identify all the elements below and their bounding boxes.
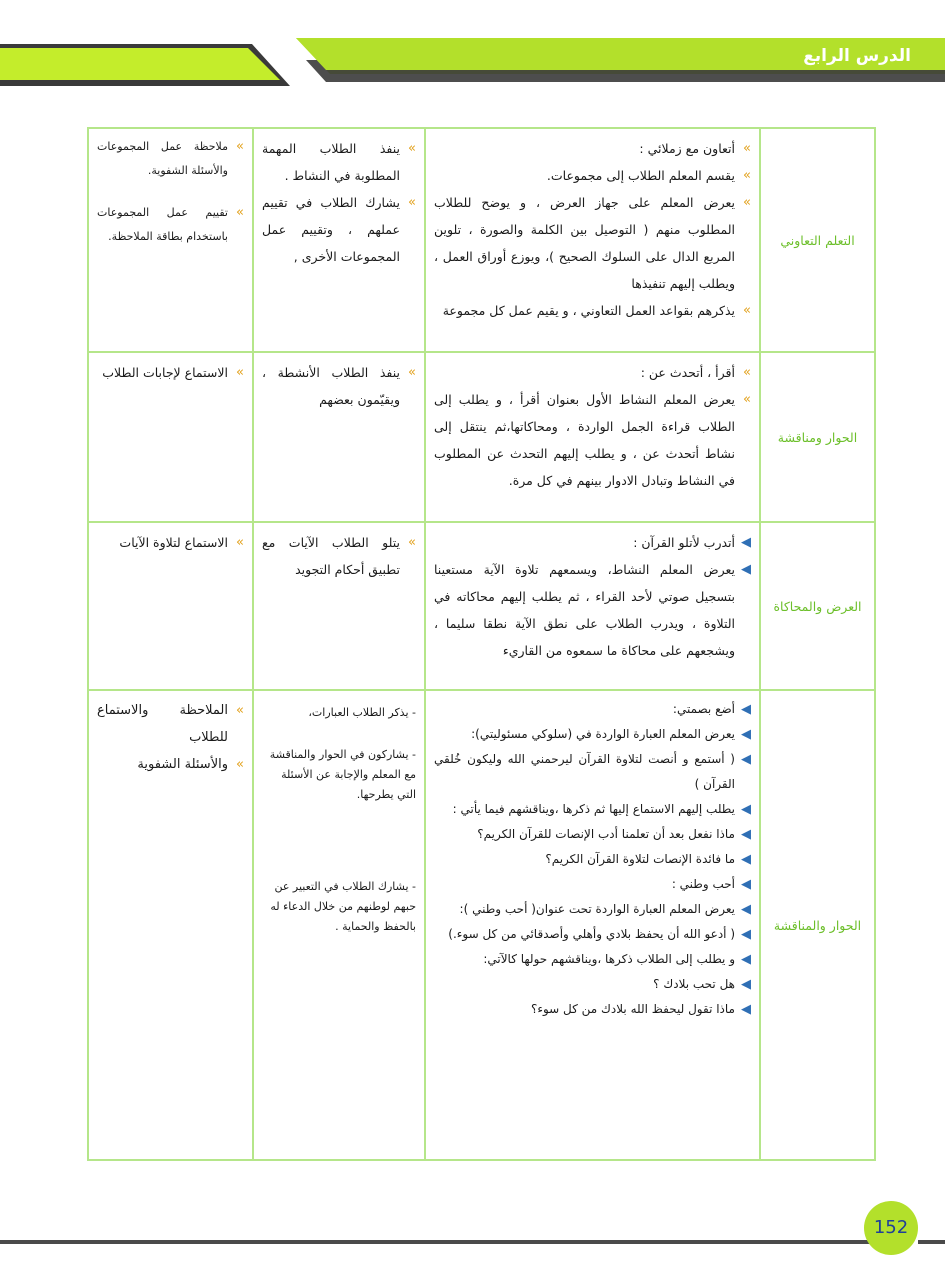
student-cell: » يتلو الطلاب الآيات مع تطبيق أحكام التجويد: [253, 522, 425, 690]
raquo-bullet-icon: »: [236, 535, 244, 550]
stage-cell: الحوار والمناقشة: [760, 690, 875, 1160]
footer-rule-right: [918, 1240, 945, 1244]
triangle-bullet-icon: ◀: [741, 535, 751, 550]
triangle-bullet-icon: ◀: [741, 1002, 751, 1017]
teacher-cell: » أتعاون مع زملائي : » يقسم المعلم الطلاب إلى مجموعات. » يعرض المعلم على جهاز العرض ، و يوضح للطلاب المطلوب منهم ( التوصيل بين الكلمة والصورة ، تلوين المربع الدال على السلوك الصحيح )، ويوزع أوراق العمل ، ويطلب إليهم تنفيذها » يذكرهم بقواعد العمل التعاوني ، و يقيم عمل كل مجموعة: [425, 128, 760, 352]
triangle-bullet-icon: ◀: [741, 852, 751, 867]
raquo-bullet-icon: »: [743, 168, 751, 183]
triangle-bullet-icon: ◀: [741, 927, 751, 942]
student-cell: » ينفذ الطلاب الأنشطة ، ويقيّمون بعضهم: [253, 352, 425, 522]
triangle-bullet-icon: ◀: [741, 952, 751, 967]
lesson-plan-table: [87, 127, 876, 1161]
stage-cell: التعلم التعاوني: [760, 128, 875, 352]
teacher-cell: ◀ أضع بصمتي: ◀ يعرض المعلم العبارة الواردة في (سلوكي مسئوليتي): ◀ ( أستمع و أنصت لتلاوة القرآن ليرحمني الله وليكون خُلقي القرآن ) ◀ يطلب إليهم الاستماع إليها ثم ذكرها ،ويناقشهم فيما يأتي : ◀ ماذا نفعل بعد أن تعلمنا أدب الإنصات للقرآن الكريم؟ ◀ ما فائدة الإنصات لتلاوة القرآن الكريم؟ ◀ أحب وطني : ◀ يعرض المعلم العبارة الواردة تحت عنوان( أحب وطني ): ◀ ( أدعو الله أن يحفظ بلادي وأهلي وأصدقائي من كل سوء.) ◀ و يطلب إلى الطلاب ذكرها ،ويناقشهم حولها كالآتي: ◀ هل تحب بلادك ؟ ◀ ماذا تقول ليحفظ الله بلادك من كل سوء؟: [425, 690, 760, 1160]
table-row: [88, 690, 875, 1160]
student-notes: - يذكر الطلاب العبارات، - يشاركون في الحوار والمناقشة مع المعلم والإجابة عن الأسئلة التي يطرحها. - يشارك الطلاب في التعبير عن حبهم لوطنهم من خلال الدعاء له بالحفظ والحماية .: [269, 706, 416, 933]
raquo-bullet-icon: »: [408, 535, 416, 550]
raquo-bullet-icon: »: [408, 365, 416, 380]
lesson-title: الدرس الرابع: [803, 46, 911, 66]
raquo-bullet-icon: »: [743, 365, 751, 380]
raquo-bullet-icon: »: [743, 392, 751, 407]
triangle-bullet-icon: ◀: [741, 827, 751, 842]
assessment-cell: » الاستماع لإجابات الطلاب: [88, 352, 253, 522]
table-row: [88, 522, 875, 690]
assessment-cell: » الملاحظة والاستماع للطلاب » والأسئلة الشفوية: [88, 690, 253, 1160]
raquo-bullet-icon: »: [743, 195, 751, 210]
triangle-bullet-icon: ◀: [741, 977, 751, 992]
triangle-bullet-icon: ◀: [741, 752, 751, 767]
student-cell: » ينفذ الطلاب المهمة المطلوبة في النشاط . » يشارك الطلاب في تقييم عملهم ، وتقييم عمل المجموعات الأخرى ,: [253, 128, 425, 352]
raquo-bullet-icon: »: [408, 195, 416, 210]
raquo-bullet-icon: »: [236, 703, 244, 718]
raquo-bullet-icon: »: [236, 757, 244, 772]
teacher-cell: ◀ أتدرب لأتلو القرآن : ◀ يعرض المعلم النشاط، ويسمعهم تلاوة الآية مستعينا بتسجيل صوتي لأحد القراء ، ثم يطلب إليهم محاكاته في التلاوة ، ويدرب الطلاب على نطق الآية نطقا سليما ، ويشجعهم على محاكاة ما سمعوه من القاريء: [425, 522, 760, 690]
footer-rule: [0, 1240, 870, 1244]
raquo-bullet-icon: »: [408, 141, 416, 156]
table-row: [88, 352, 875, 522]
stage-cell: العرض والمحاكاة: [760, 522, 875, 690]
triangle-bullet-icon: ◀: [741, 702, 751, 717]
page-number-badge: 152: [864, 1201, 918, 1255]
assessment-cell: » الاستماع لتلاوة الآيات: [88, 522, 253, 690]
student-cell: [253, 690, 425, 1160]
raquo-bullet-icon: »: [236, 139, 244, 154]
teacher-cell: » أقرأ ، أتحدث عن : » يعرض المعلم النشاط الأول بعنوان أقرأ ، و يطلب إلى الطلاب قراءة الجمل الواردة ، ومحاكاتها،ثم ينتقل إلى نشاط أتحدث عن ، و يطلب إليهم التحدث عن المطلوب في النشاط وتبادل الادوار بينهم في كل مرة.: [425, 352, 760, 522]
triangle-bullet-icon: ◀: [741, 727, 751, 742]
triangle-bullet-icon: ◀: [741, 562, 751, 577]
raquo-bullet-icon: »: [236, 205, 244, 220]
triangle-bullet-icon: ◀: [741, 902, 751, 917]
assessment-cell: » ملاحظة عمل المجموعات والأسئلة الشفوية. » تقييم عمل المجموعات باستخدام بطاقة الملاحظة.: [88, 128, 253, 352]
raquo-bullet-icon: »: [236, 365, 244, 380]
raquo-bullet-icon: »: [743, 303, 751, 318]
stage-cell: الحوار ومناقشة: [760, 352, 875, 522]
raquo-bullet-icon: »: [743, 141, 751, 156]
triangle-bullet-icon: ◀: [741, 877, 751, 892]
triangle-bullet-icon: ◀: [741, 802, 751, 817]
header-dark-band: [0, 44, 290, 86]
table-row: [88, 128, 875, 352]
